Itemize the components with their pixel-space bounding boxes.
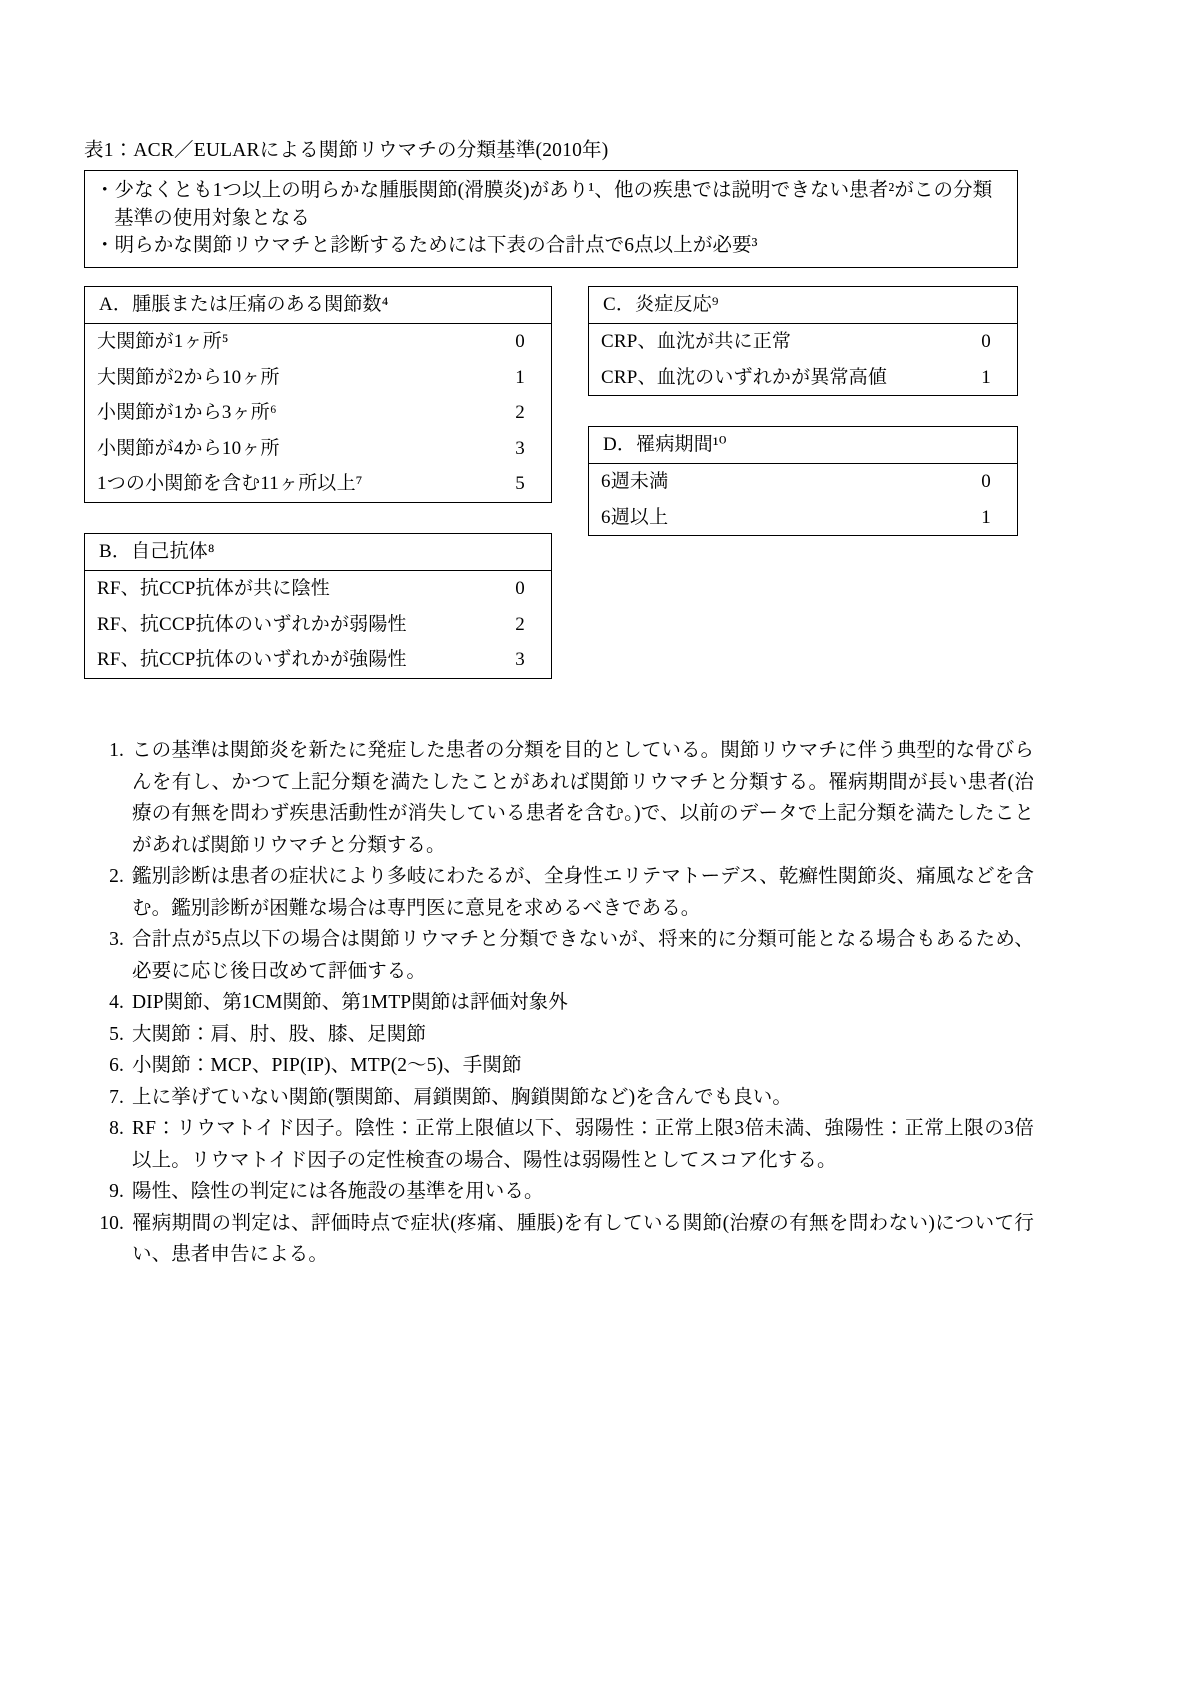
footnote-text: 上に挙げていない関節(顎関節、肩鎖関節、胸鎖関節など)を含んでも良い。: [132, 1086, 792, 1108]
criterion-score: 0: [515, 331, 525, 352]
criterion-label: 大関節が2から10ヶ所: [97, 366, 280, 388]
criteria-box: [84, 170, 1018, 268]
criterion-label: 6週以上: [601, 506, 669, 528]
criterion-score: 0: [981, 471, 991, 492]
criterion-label: 大関節が1ヶ所⁵: [97, 331, 229, 352]
footnote-text: 陽性、陰性の判定には各施設の基準を用いる。: [132, 1181, 544, 1202]
criterion-score: 3: [515, 649, 525, 670]
footnote-text: 鑑別診断は患者の症状により多岐にわたるが、全身性エリテマトーデス、乾癬性関節炎、痛風などを含む。鑑別診断が困難な場合は専門医に意見を求めるべきである。: [132, 866, 1034, 919]
criterion-label: 小関節が4から10ヶ所: [97, 437, 280, 459]
table-caption: 表1：ACR／EULARによる関節リウマチの分類基準(2010年): [84, 140, 609, 161]
score-table-b: [84, 533, 552, 679]
list-item: [84, 1019, 1034, 1051]
score-table-d: [588, 426, 1018, 536]
score-table-c-header: C．炎症反応⁹: [589, 287, 1017, 324]
criterion-label: 1つの小関節を含む11ヶ所以上⁷: [97, 473, 363, 494]
criterion-score: 2: [515, 402, 525, 423]
criterion-label: RF、抗CCP抗体が共に陰性: [97, 578, 330, 599]
table-row: [589, 360, 1017, 396]
footnote-number: 4.: [109, 992, 124, 1013]
criteria-bullet-2: ・明らかな関節リウマチと診断するためには下表の合計点で6点以上が必要³: [95, 235, 758, 256]
criterion-score: 1: [515, 366, 525, 388]
footnote-number: 9.: [109, 1181, 124, 1202]
list-item: [84, 924, 1034, 987]
score-table-a-header: A．腫脹または圧痛のある関節数⁴: [85, 287, 551, 324]
criterion-label: CRP、血沈のいずれかが異常高値: [601, 366, 888, 388]
footnote-number: 1.: [109, 740, 124, 761]
list-item: [84, 987, 1034, 1019]
footnote-text: RF：リウマトイド因子。陰性：正常上限値以下、弱陽性：正常上限3倍未満、強陽性：正常上限の3倍以上。リウマトイド因子の定性検査の場合、陽性は弱陽性としてスコア化する。: [132, 1118, 1034, 1171]
list-item: [84, 1082, 1034, 1114]
criterion-label: RF、抗CCP抗体のいずれかが強陽性: [97, 649, 407, 670]
footnote-text: 小関節：MCP、PIP(IP)、MTP(2〜5)、手関節: [132, 1055, 522, 1076]
table-row: [85, 324, 551, 360]
score-table-b-header: B．自己抗体⁸: [85, 534, 551, 571]
footnote-text: 罹病期間の判定は、評価時点で症状(疼痛、腫脹)を有している関節(治療の有無を問わない)について行い、患者申告による。: [132, 1212, 1034, 1265]
list-item: [84, 861, 1034, 924]
criterion-score: 0: [981, 331, 991, 352]
footnote-list: [84, 735, 1034, 1271]
criterion-score: 0: [515, 578, 525, 599]
footnote-number: 5.: [109, 1023, 124, 1045]
table-row: [85, 607, 551, 643]
table-row: [85, 360, 551, 396]
criterion-label: 6週未満: [601, 471, 669, 492]
criterion-score: 1: [981, 506, 991, 528]
score-table-a: [84, 286, 552, 503]
footnote-number: 2.: [109, 866, 124, 887]
footnote-number: 3.: [109, 929, 124, 950]
criterion-label: RF、抗CCP抗体のいずれかが弱陽性: [97, 613, 407, 635]
criterion-score: 1: [981, 366, 991, 388]
table-row: [589, 464, 1017, 500]
footnote-text: DIP関節、第1CM関節、第1MTP関節は評価対象外: [132, 992, 568, 1013]
table-row: [85, 466, 551, 502]
table-row: [589, 324, 1017, 360]
list-item: [84, 1208, 1034, 1271]
footnote-text: 大関節：肩、肘、股、膝、足関節: [132, 1023, 427, 1045]
criterion-score: 5: [515, 473, 525, 494]
list-item: [84, 1176, 1034, 1208]
footnote-text: この基準は関節炎を新たに発症した患者の分類を目的としている。関節リウマチに伴う典型的な骨びらんを有し、かつて上記分類を満たしたことがあれば関節リウマチと分類する。罹病期間が長い患者(治療の有無を問わず疾患活動性が消失している患者を含む。)で、以前のデータで上記分類を満たしたことがあれば関節リウマチと分類する。: [132, 740, 1034, 856]
table-row: [85, 571, 551, 607]
footnote-number: 6.: [109, 1055, 124, 1076]
score-table-c: [588, 286, 1018, 396]
table-row: [85, 431, 551, 467]
criterion-label: CRP、血沈が共に正常: [601, 331, 792, 352]
footnote-number: 7.: [109, 1086, 124, 1108]
list-item: [84, 1113, 1034, 1176]
footnote-text: 合計点が5点以下の場合は関節リウマチと分類できないが、将来的に分類可能となる場合もあるため、必要に応じ後日改めて評価する。: [132, 929, 1034, 982]
criterion-score: 2: [515, 613, 525, 635]
table-row: [589, 500, 1017, 536]
footnote-number: 10.: [99, 1212, 124, 1234]
list-item: [84, 1050, 1034, 1082]
footnote-number: 8.: [109, 1118, 124, 1139]
table-row: [85, 395, 551, 431]
table-row: [85, 642, 551, 678]
criterion-label: 小関節が1から3ヶ所⁶: [97, 402, 277, 423]
criterion-score: 3: [515, 437, 525, 459]
list-item: [84, 735, 1034, 861]
criteria-bullet-1: ・少なくとも1つ以上の明らかな腫脹関節(滑膜炎)があり¹、他の疾患では説明できない患者²がこの分類基準の使用対象となる: [95, 180, 993, 229]
score-table-d-header: D．罹病期間¹⁰: [589, 427, 1017, 464]
